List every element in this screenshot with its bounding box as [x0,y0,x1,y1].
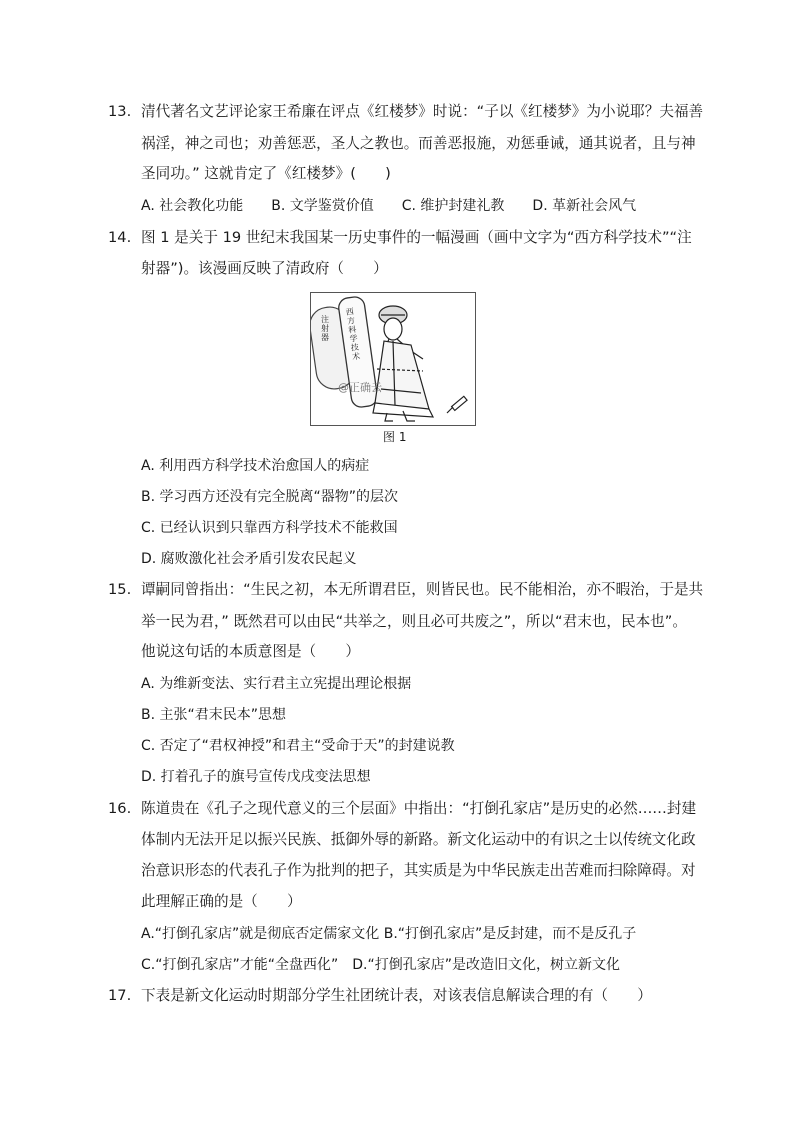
question-13-options: A. 社会教化功能 B. 文学鉴赏价值 C. 维护封建礼教 D. 革新社会风气 [141,198,637,214]
question-13-line-3: 圣同功。” 这就肯定了《红楼梦》( ) [141,165,391,182]
question-15-line-2: 举一民为君，” 既然君可以由民“共举之，则且必可共废之”，所以“君末也，民本也”。 [141,613,687,630]
question-15-option-b: B. 主张“君末民本”思想 [141,707,287,723]
question-14-line-1: 图 1 是关于 19 世纪末我国某一历史事件的一幅漫画（画中文字为“西方科学技术”“注 [141,229,692,246]
question-16-options-cd: C.“打倒孔家店”才能“全盘西化” D.“打倒孔家店”是改造旧文化，树立新文化 [141,957,620,973]
question-14-line-2: 射器”)。该漫画反映了清政府（ ） [141,260,388,277]
question-13-line-2: 祸淫，神之司也；劝善惩恶，圣人之教也。而善恶报施，劝惩垂诫，通其说者，且与神 [141,135,696,152]
question-16-line-1: 陈道贵在《孔子之现代意义的三个层面》中指出：“打倒孔家店”是历史的必然……封建 [141,800,697,817]
question-15-line-1: 谭嗣同曾指出：“生民之初，本无所谓君臣，则皆民也。民不能相治，亦不暇治，于是共 [141,581,704,598]
question-13-number: 13. [108,103,132,120]
question-15-option-a: A. 为维新变法、实行君主立宪提出理论根据 [141,676,412,692]
small-syringe-icon [447,396,467,413]
question-15-line-3: 他说这句话的本质意图是（ ） [141,643,360,660]
question-15-option-d: D. 打着孔子的旗号宣传戊戌变法思想 [141,769,371,785]
figure-watermark: @正确云 [338,381,382,394]
question-15-number: 15. [108,581,132,598]
question-16-line-2: 体制内无法开足以振兴民族、抵御外辱的新路。新文化运动中的有识之士以传统文化政 [141,831,696,848]
question-16-line-3: 治意识形态的代表孔子作为批判的把子，其实质是为中华民族走出苦难而扫除障碍。对 [141,862,696,879]
question-13-line-1: 清代著名文艺评论家王希廉在评点《红楼梦》时说：“子以《红楼梦》为小说耶？夫福善 [141,103,704,120]
question-16-number: 16. [108,800,132,817]
figure-caption: 图 1 [383,430,407,444]
question-14-number: 14. [108,229,132,246]
question-14-option-a: A. 利用西方科学技术治愈国人的病症 [141,458,370,474]
question-14-option-c: C. 已经认识到只靠西方科学技术不能救国 [141,520,398,536]
cartoon-text-syringe: 注射器 [321,315,329,342]
question-17-line-1: 下表是新文化运动时期部分学生社团统计表，对该表信息解读合理的有（ ） [141,987,652,1004]
question-16-options-ab: A.“打倒孔家店”就是彻底否定儒家文化 B.“打倒孔家店”是反封建，而不是反孔子 [141,926,637,942]
question-17-number: 17. [108,987,132,1004]
question-14-option-b: B. 学习西方还没有完全脱离“器物”的层次 [141,489,399,505]
question-15-option-c: C. 否定了“君权神授”和君主“受命于天”的封建说教 [141,738,455,754]
cartoon-drawing [311,293,476,426]
question-16-line-4: 此理解正确的是（ ） [141,893,302,910]
question-14-option-d: D. 腐败激化社会矛盾引发农民起义 [141,551,357,567]
cartoon-text-western-science: 西方科学技术 [345,306,361,362]
cartoon-figure [310,292,476,426]
qing-official-illustration [373,306,433,421]
